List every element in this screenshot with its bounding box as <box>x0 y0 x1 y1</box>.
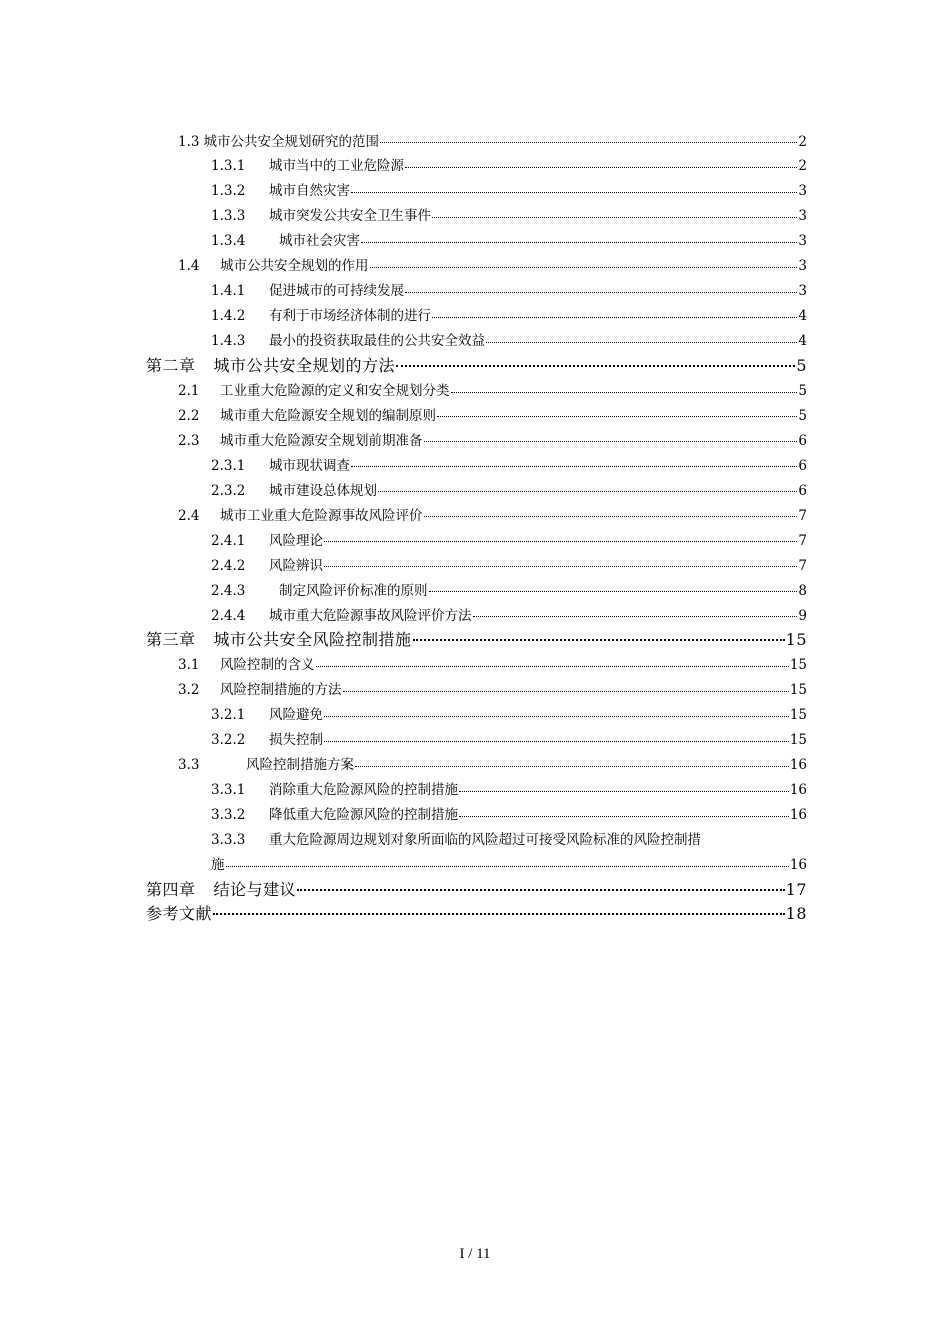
toc-dot-leader <box>429 590 798 592</box>
toc-entry-title: 城市现状调查 <box>269 457 350 474</box>
toc-entry[interactable] <box>211 324 807 349</box>
toc-entry-title: 最小的投资获取最佳的公共安全效益 <box>269 333 485 350</box>
toc-entry-title: 降低重大危险源风险的控制措施 <box>269 807 458 824</box>
toc-entry-number: 3.2.2 <box>211 732 246 749</box>
toc-entry[interactable] <box>211 573 807 598</box>
toc-dot-leader <box>405 291 797 293</box>
toc-entry-page: 8 <box>798 582 807 599</box>
toc-entry[interactable] <box>146 873 807 898</box>
toc-entry-page: 6 <box>798 457 807 474</box>
toc-entry-title: 城市自然灾害 <box>269 183 350 200</box>
toc-entry-number: 2.4 <box>178 507 200 524</box>
toc-dot-leader <box>324 740 789 742</box>
toc-entry-number: 1.4.1 <box>211 283 246 300</box>
toc-entry-page: 9 <box>798 607 807 624</box>
toc-entry[interactable] <box>146 897 807 922</box>
toc-dot-leader <box>424 515 798 517</box>
toc-entry-title: 工业重大危险源的定义和安全规划分类 <box>220 383 450 399</box>
toc-entry[interactable] <box>211 798 807 823</box>
toc-entry-title: 促进城市的可持续发展 <box>269 283 404 300</box>
toc-entry[interactable] <box>178 673 807 698</box>
toc-entry[interactable] <box>178 423 807 448</box>
toc-entry[interactable] <box>178 648 807 673</box>
toc-entry-page: 15 <box>785 630 807 649</box>
toc-entry-title: 城市工业重大危险源事故风险评价 <box>220 507 423 524</box>
toc-entry-page: 5 <box>796 355 807 375</box>
toc-entry-page: 3 <box>798 233 807 250</box>
toc-dot-leader <box>324 565 797 567</box>
toc-entry-page: 17 <box>785 879 807 899</box>
toc-entry-page: 2 <box>798 133 807 150</box>
toc-entry-title: 消除重大危险源风险的控制措施 <box>269 782 458 799</box>
toc-entry[interactable] <box>178 374 807 399</box>
toc-entry-title: 风险辨识 <box>269 557 323 574</box>
page-number: I / 11 <box>459 1246 491 1262</box>
toc-entry[interactable] <box>178 124 807 149</box>
toc-entry-title: 风险控制措施的方法 <box>220 682 342 699</box>
toc-entry-title: 城市公共安全风险控制措施 <box>213 630 412 649</box>
toc-dot-leader <box>316 665 789 667</box>
page-footer <box>0 1246 950 1263</box>
toc-entry-page: 5 <box>798 383 807 399</box>
toc-entry-page: 15 <box>789 657 807 674</box>
toc-entry-title: 有利于市场经济体制的进行 <box>269 308 431 325</box>
toc-dot-leader <box>413 638 785 641</box>
toc-entry-number: 2.4.4 <box>211 607 246 624</box>
toc-entry-number: 2.1 <box>178 383 200 399</box>
toc-entry-title-continued: 施 <box>211 856 225 873</box>
toc-entry[interactable] <box>211 274 807 299</box>
toc-entry-title: 城市公共安全规划的方法 <box>213 355 396 375</box>
toc-dot-leader <box>424 440 798 442</box>
toc-entry[interactable] <box>178 498 807 523</box>
toc-dot-leader <box>370 266 798 268</box>
toc-entry-page: 15 <box>789 682 807 699</box>
toc-dot-leader <box>324 540 797 542</box>
toc-entry-number: 2.4.1 <box>211 532 246 549</box>
toc-entry-page: 18 <box>785 904 807 924</box>
toc-dot-leader <box>351 465 797 467</box>
toc-entry-page: 16 <box>789 807 807 824</box>
toc-entry-number: 2.4.3 <box>211 582 246 599</box>
toc-entry-title: 城市当中的工业危险源 <box>269 158 404 175</box>
toc-entry-number: 2.3 <box>178 432 200 449</box>
toc-entry[interactable] <box>211 523 807 548</box>
toc-entry-title: 重大危险源周边规划对象所面临的风险超过可接受风险标准的风险控制措 <box>269 831 701 848</box>
toc-entry-page: 6 <box>798 432 807 449</box>
toc-entry-number: 2.3.1 <box>211 457 246 474</box>
toc-entry-page: 16 <box>789 757 807 774</box>
toc-entry[interactable] <box>178 249 807 274</box>
toc-entry-page: 5 <box>798 407 807 424</box>
toc-entry-page: 3 <box>798 183 807 200</box>
toc-entry-wrapped[interactable] <box>211 823 807 873</box>
toc-entry-page: 2 <box>798 158 807 175</box>
toc-entry-page: 3 <box>798 208 807 225</box>
toc-entry-title: 损失控制 <box>269 732 323 749</box>
toc-entry[interactable] <box>211 199 807 224</box>
toc-entry-number: 3.3.3 <box>211 831 246 848</box>
toc-dot-leader <box>351 191 797 193</box>
toc-dot-leader <box>361 241 797 243</box>
toc-dot-leader <box>324 715 789 717</box>
toc-dot-leader <box>396 364 795 367</box>
toc-entry-number: 3.3 <box>178 757 200 774</box>
toc-entry-number: 第四章 <box>146 879 196 899</box>
toc-dot-leader <box>380 141 797 143</box>
toc-entry-number: 第三章 <box>146 630 196 649</box>
toc-entry-number: 1.3 <box>178 133 200 150</box>
toc-dot-leader <box>459 790 789 792</box>
toc-entry-page: 4 <box>798 333 807 350</box>
toc-entry[interactable] <box>178 748 807 773</box>
toc-entry[interactable] <box>211 299 807 324</box>
toc-entry[interactable] <box>211 224 807 249</box>
toc-entry-title: 城市重大危险源安全规划的编制原则 <box>220 407 436 424</box>
toc-entry-page: 15 <box>789 732 807 749</box>
toc-entry-page: 4 <box>798 308 807 325</box>
toc-entry-number: 3.2 <box>178 682 200 699</box>
toc-entry-title: 结论与建议 <box>213 879 297 899</box>
toc-entry-number: 2.4.2 <box>211 557 246 574</box>
toc-entry-title: 风险避免 <box>269 707 323 724</box>
toc-entry-page: 3 <box>798 283 807 300</box>
toc-entry[interactable] <box>211 773 807 798</box>
toc-dot-leader <box>226 865 789 867</box>
toc-entry[interactable] <box>211 548 807 573</box>
toc-entry-number: 1.3.3 <box>211 208 246 225</box>
toc-entry-title: 城市突发公共安全卫生事件 <box>269 208 431 225</box>
toc-entry-number: 2.2 <box>178 407 200 424</box>
toc-dot-leader <box>297 888 785 891</box>
toc-dot-leader <box>432 316 797 318</box>
toc-entry-number: 2.3.2 <box>211 482 246 499</box>
toc-entry[interactable] <box>146 349 807 374</box>
toc-entry[interactable] <box>211 723 807 748</box>
toc-entry-number: 1.3.1 <box>211 158 246 175</box>
toc-entry-page: 6 <box>798 482 807 499</box>
toc-dot-leader <box>343 690 789 692</box>
toc-dot-leader <box>432 216 797 218</box>
toc-entry-title: 城市重大危险源安全规划前期准备 <box>220 432 423 449</box>
toc-entry[interactable] <box>211 698 807 723</box>
toc-entry-page: 3 <box>798 258 807 275</box>
toc-entry-number: 1.4.2 <box>211 308 246 325</box>
toc-entry-number: 1.3.2 <box>211 183 246 200</box>
toc-entry-page: 16 <box>789 856 807 873</box>
toc-entry-number: 第二章 <box>146 355 196 375</box>
toc-entry-page: 7 <box>798 557 807 574</box>
toc-dot-leader <box>378 490 797 492</box>
toc-entry-page: 15 <box>789 707 807 724</box>
toc-entry[interactable] <box>178 398 807 423</box>
toc-entry[interactable] <box>211 174 807 199</box>
toc-entry[interactable] <box>146 623 807 648</box>
toc-dot-leader <box>437 415 797 417</box>
toc-entry-number: 1.4.3 <box>211 333 246 350</box>
toc-entry[interactable] <box>211 473 807 498</box>
toc-dot-leader <box>459 815 789 817</box>
toc-entry-number: 3.3.2 <box>211 807 246 824</box>
toc-entry-number: 3.2.1 <box>211 707 246 724</box>
toc-entry[interactable] <box>211 448 807 473</box>
toc-entry-page: 16 <box>789 782 807 799</box>
toc-entry-number: 1.3.4 <box>211 233 246 250</box>
toc-entry-title: 参考文献 <box>146 904 213 924</box>
toc-entry[interactable] <box>211 149 807 174</box>
toc-entry-number: 1.4 <box>178 258 200 275</box>
toc-entry-page: 7 <box>798 532 807 549</box>
toc-entry-title: 城市重大危险源事故风险评价方法 <box>269 607 472 624</box>
toc-entry-title: 城市建设总体规划 <box>269 482 377 499</box>
toc-dot-leader <box>486 341 797 343</box>
toc-dot-leader <box>405 166 797 168</box>
toc-dot-leader <box>355 765 789 767</box>
toc-entry-title: 城市公共安全规划研究的范围 <box>203 133 379 150</box>
toc-entry[interactable] <box>211 598 807 623</box>
toc-entry-title: 风险控制的含义 <box>220 657 315 674</box>
toc-entry-number: 3.1 <box>178 657 200 674</box>
toc-entry-title: 风险控制措施方案 <box>246 757 354 774</box>
toc-entry-title: 城市公共安全规划的作用 <box>220 258 369 275</box>
toc-entry-title: 风险理论 <box>269 532 323 549</box>
toc-entry-number: 3.3.1 <box>211 782 246 799</box>
toc-entry-page: 7 <box>798 507 807 524</box>
toc-entry-title: 城市社会灾害 <box>279 233 360 250</box>
toc-dot-leader <box>213 912 785 915</box>
toc-dot-leader <box>473 615 798 617</box>
toc-dot-leader <box>451 391 798 393</box>
toc-entry-title: 制定风险评价标准的原则 <box>279 582 428 599</box>
